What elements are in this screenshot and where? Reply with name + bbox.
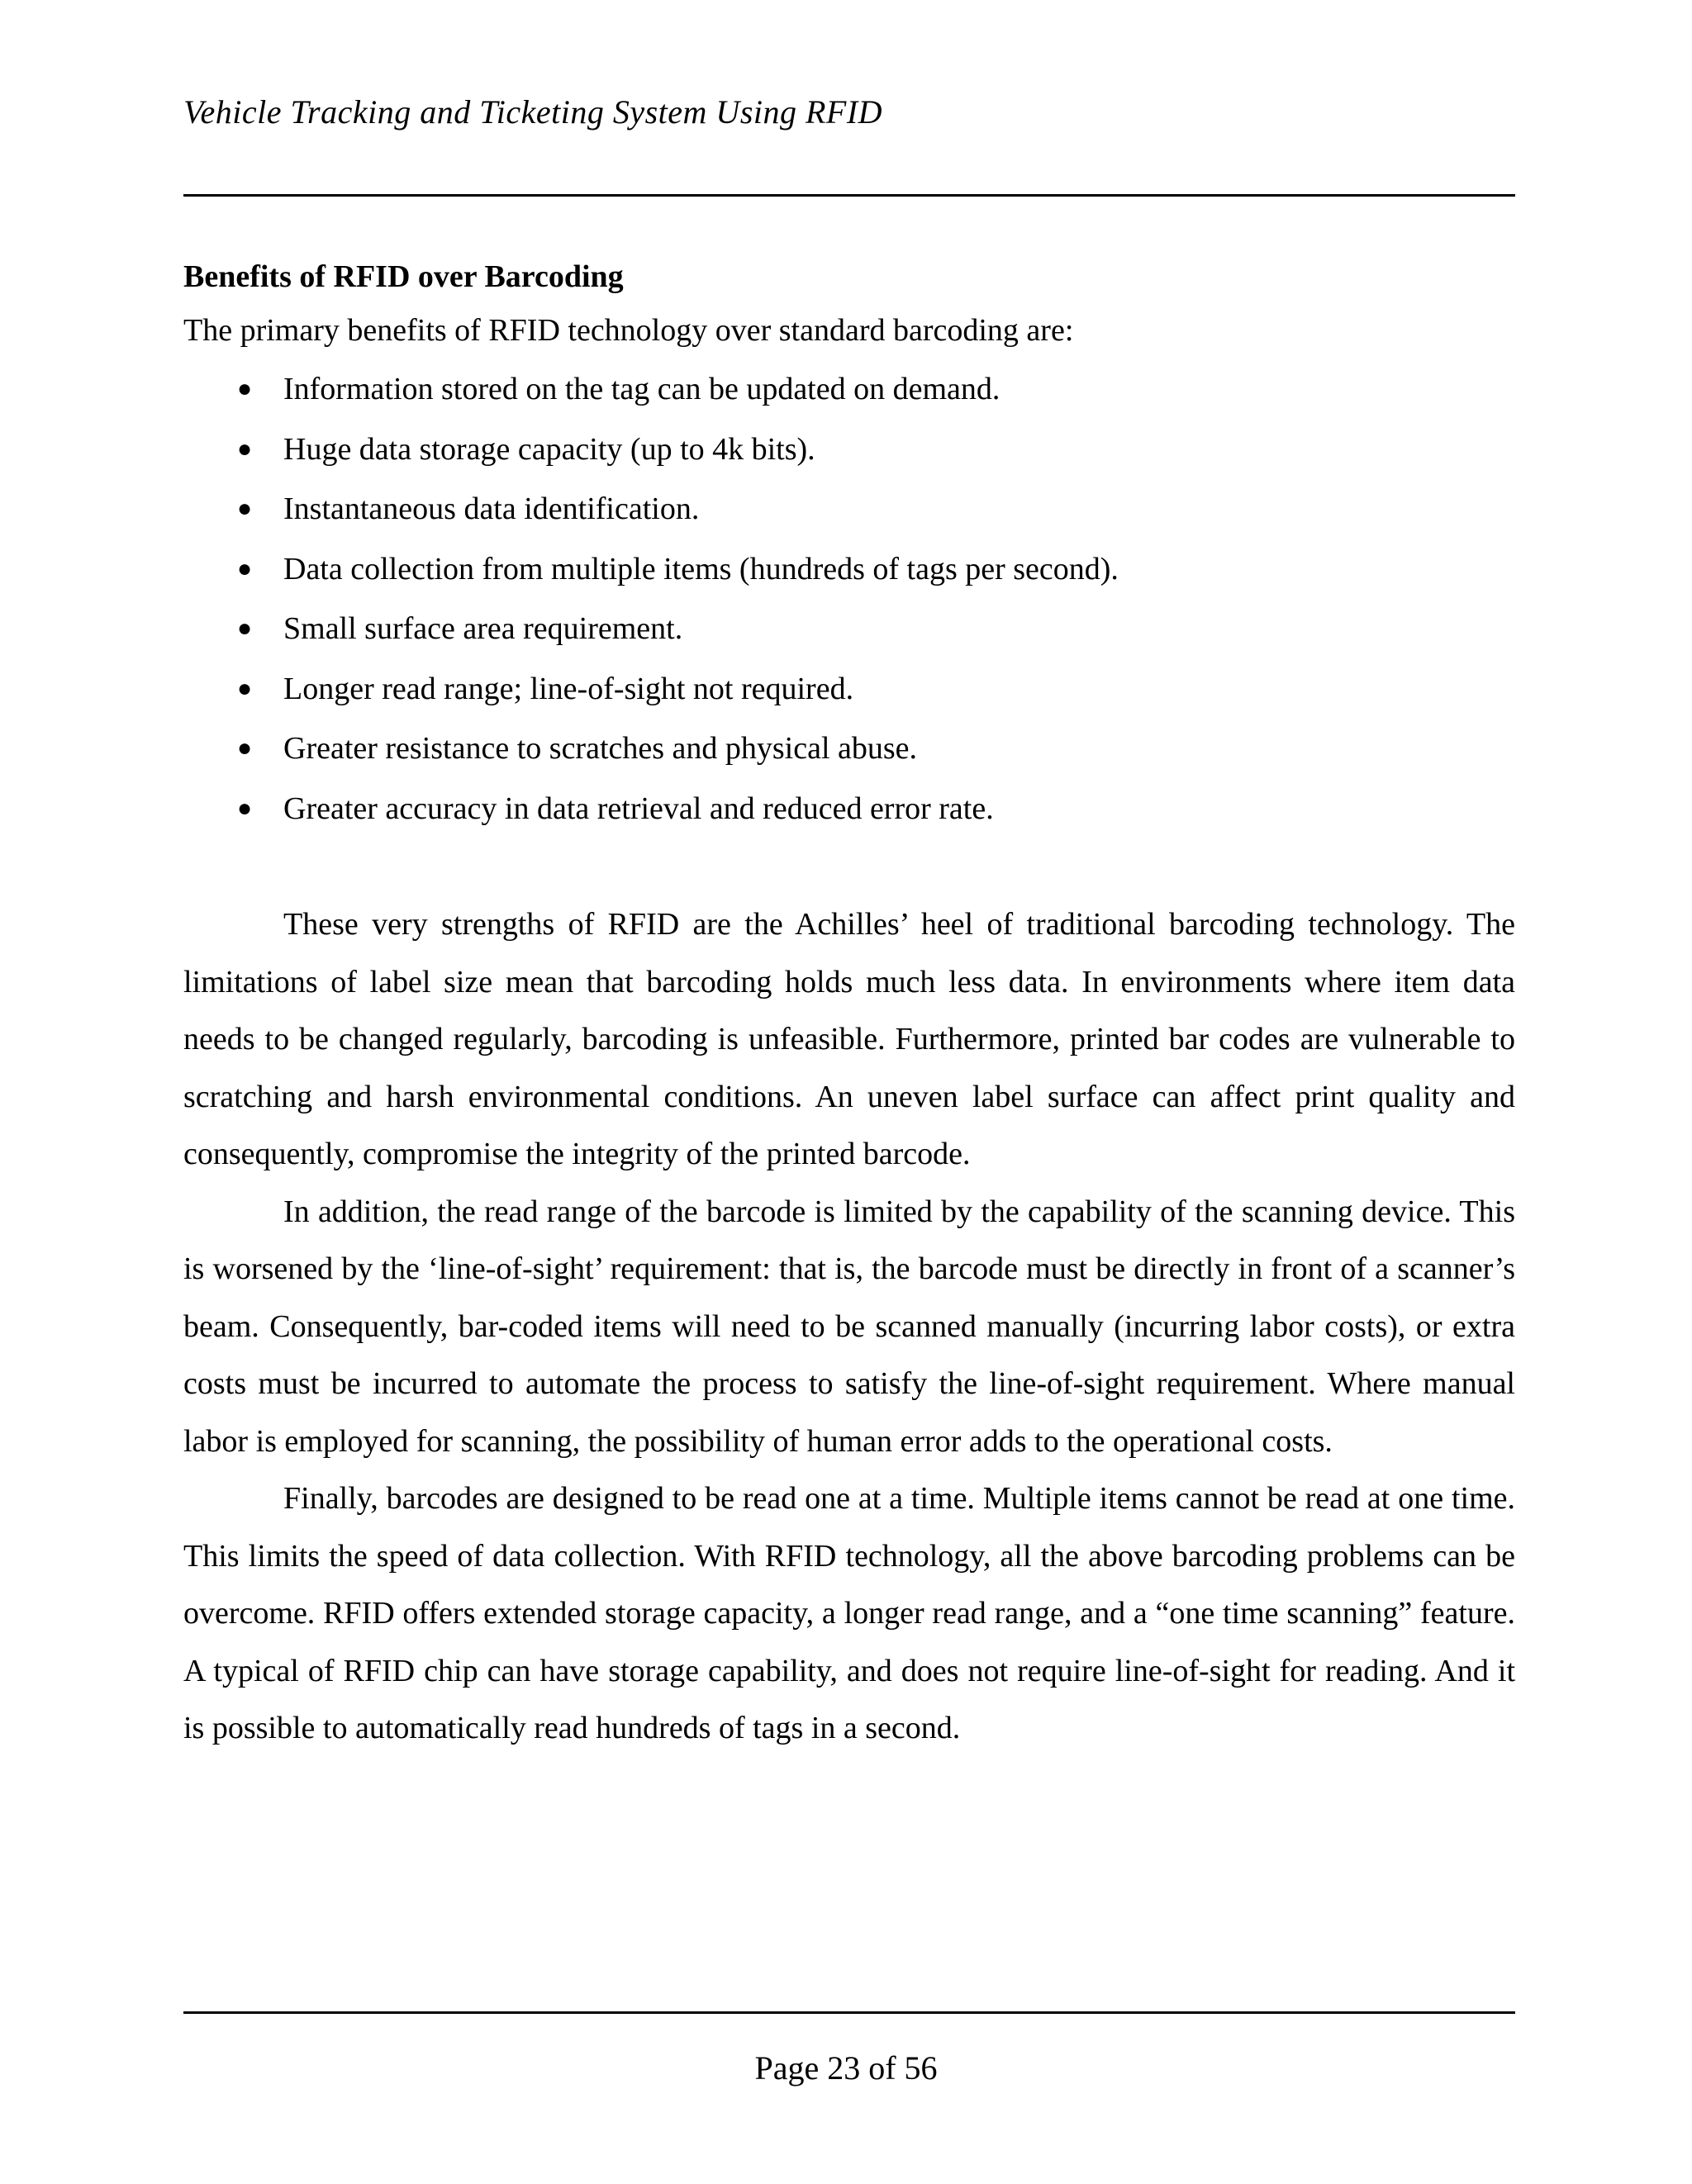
running-header-title: Vehicle Tracking and Ticketing System Using RFID	[183, 93, 883, 131]
bullet-icon: ●	[237, 615, 253, 642]
list-item	[183, 420, 1515, 480]
list-item	[183, 779, 1515, 839]
list-item-text: Instantaneous data identification.	[283, 491, 700, 526]
bullet-icon: ●	[237, 674, 253, 702]
bullet-icon: ●	[237, 434, 253, 463]
body-paragraph-2: In addition, the read range of the barcode is limited by the capability of the scanning device. This is worsened by the ‘line-of-sight’ requirement: that is, the barcode must be directly in front of a scanner’s beam. Consequently, bar-coded items will need to be scanned manually (incurring labor costs), or extra costs must be incurred to automate the process to satisfy the line-of-sight requirement. Where manual labor is employed for scanning, the possibility of human error adds to the operational costs.	[183, 1194, 1515, 1459]
list-item-text: Huge data storage capacity (up to 4k bits).	[283, 431, 815, 467]
list-item-text: Information stored on the tag can be updated on demand.	[283, 372, 1000, 406]
body-paragraph-3: Finally, barcodes are designed to be read one at a time. Multiple items cannot be read at one time. This limits the speed of data collection. With RFID technology, all the above barcoding problems can be overcome. RFID offers extended storage capacity, a longer read range, and a “one time scanning” feature. A typical of RFID chip can have storage capability, and does not require line-of-sight for reading. And it is possible to automatically read hundreds of tags in a second.	[183, 1481, 1515, 1745]
list-item	[183, 539, 1515, 600]
section-heading: Benefits of RFID over Barcoding	[183, 259, 624, 294]
list-item	[183, 719, 1515, 779]
bullet-icon: ●	[237, 794, 253, 822]
page-content	[183, 252, 1515, 1758]
bullet-icon: ●	[237, 375, 253, 402]
body-paragraph-1: These very strengths of RFID are the Achilles’ heel of traditional barcoding technology. The limitations of label size mean that barcoding holds much less data. In environments where item data needs to be changed regularly, barcoding is unfeasible. Furthermore, printed bar codes are vulnerable to scratching and harsh environmental conditions. An uneven label surface can affect print quality and consequently, compromise the integrity of the printed barcode.	[183, 907, 1515, 1171]
bullet-icon: ●	[237, 554, 253, 582]
bullet-icon: ●	[237, 734, 253, 762]
list-item	[183, 359, 1515, 420]
list-item	[183, 599, 1515, 659]
bullet-icon: ●	[237, 495, 253, 522]
list-item-text: Longer read range; line-of-sight not required.	[283, 671, 854, 706]
header-divider	[183, 194, 1515, 197]
list-item-text: Data collection from multiple items (hundreds of tags per second).	[283, 551, 1119, 586]
list-item-text: Small surface area requirement.	[283, 611, 683, 646]
benefits-list	[183, 359, 1515, 838]
footer-divider	[183, 2011, 1515, 2014]
intro-sentence: The primary benefits of RFID technology over standard barcoding are:	[183, 313, 1074, 348]
list-item-text: Greater resistance to scratches and physical abuse.	[283, 731, 918, 766]
list-item-text: Greater accuracy in data retrieval and reduced error rate.	[283, 791, 994, 826]
page-number: Page 23 of 56	[754, 2049, 938, 2087]
list-item	[183, 659, 1515, 719]
list-item	[183, 479, 1515, 539]
